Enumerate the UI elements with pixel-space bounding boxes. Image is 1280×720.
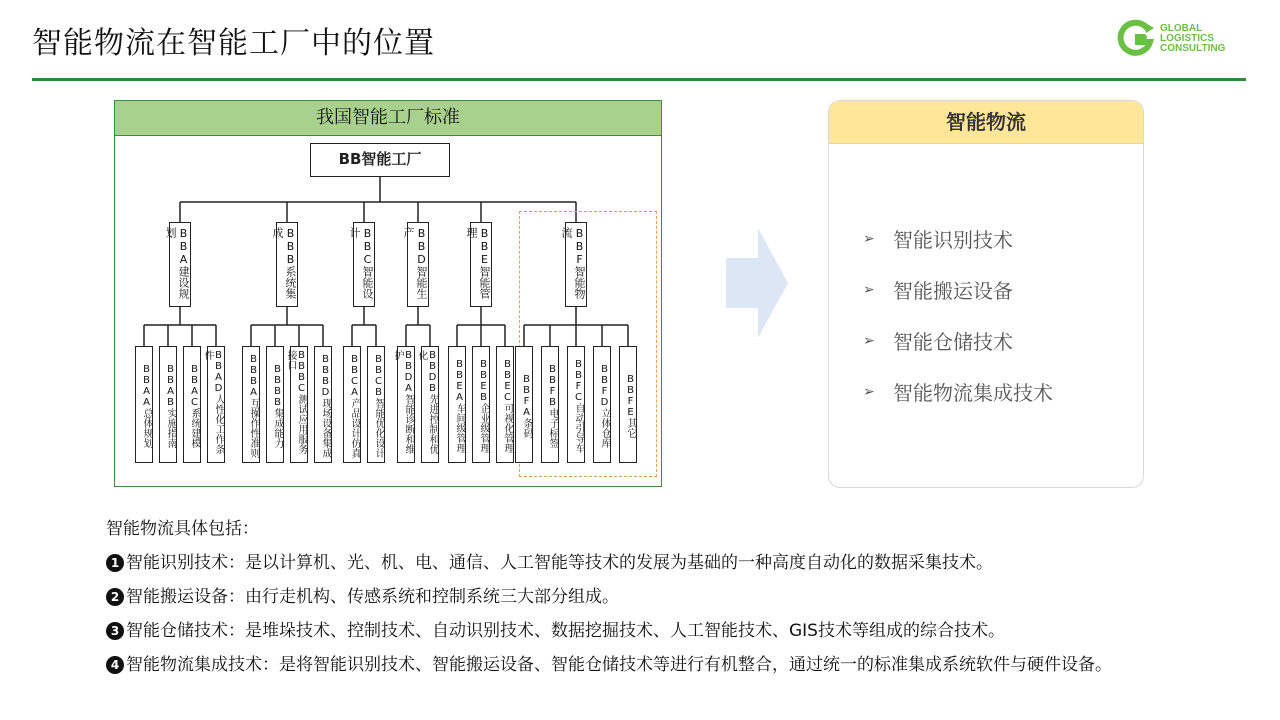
smart-logistics-card [828,100,1144,488]
number-badge: 2 [106,588,124,606]
description-intro: 智能物流具体包括： [106,519,259,539]
branch-node: BBA建设规划 [169,222,191,307]
leaf-node: BBBD现场设备集成 [314,346,332,463]
description-text: 智能仓储技术：是堆垛技术、控制技术、自动识别技术、数据挖掘技术、人工智能技术、GIS技术等组成的综合技术。 [126,621,1005,641]
logo-line: LOGISTICS [1160,33,1214,44]
number-badge: 4 [106,656,124,674]
right-arrow-icon [722,228,792,338]
logo-wordmark [1160,24,1225,54]
slide-title: 智能物流在智能工厂中的位置 [32,26,435,61]
logo-line: GLOBAL [1160,23,1203,34]
leaf-node: BBAD人性化工作条件 [207,346,225,463]
card-item-label: 智能识别技术 [893,228,1013,252]
description-block [106,512,1112,682]
company-logo [1116,18,1246,62]
branch-node: BBC智能设计 [353,222,375,307]
arrow-bullet-icon: ➢ [863,230,875,247]
leaf-node: BBEB企业级管理 [472,346,490,463]
leaf-node: BBBB集成能力 [266,346,284,463]
card-item-label: 智能仓储技术 [893,330,1013,354]
leaf-node: BBAB实施指南 [159,346,177,463]
card-item-label: 智能物流集成技术 [893,381,1053,405]
leaf-node: BBDB先进控制和优化 [421,346,439,463]
leaf-node: BBCA产品设计仿真 [343,346,361,463]
leaf-node: BBFE其它 [619,346,637,463]
number-badge: 1 [106,554,124,572]
card-list-item [863,264,1053,315]
leaf-node: BBCB智能优化设计 [367,346,385,463]
leaf-node: BBAC系统建模 [183,346,201,463]
title-divider [32,78,1246,81]
card-item-label: 智能搬运设备 [893,279,1013,303]
arrow-bullet-icon: ➢ [863,281,875,298]
card-list [863,213,1053,417]
arrow-bullet-icon: ➢ [863,332,875,349]
leaf-node: BBDA智能诊断和维护 [397,346,415,463]
leaf-node: BBFA条码 [515,346,533,463]
description-item [106,546,1112,580]
card-list-item [863,315,1053,366]
leaf-node: BBEA车间级管理 [448,346,466,463]
branch-node: BBB系统集成 [276,222,298,307]
logo-g-icon [1116,18,1156,58]
leaf-node: BBFD立体仓库 [593,346,611,463]
card-list-item [863,213,1053,264]
leaf-node: BBBC测试应用服务接口 [290,346,308,463]
root-node: BB智能工厂 [310,143,450,177]
description-item [106,580,1112,614]
branch-node: BBD智能生产 [407,222,429,307]
description-item [106,648,1112,682]
standard-chart-header: 我国智能工厂标准 [115,101,661,136]
arrow-bullet-icon: ➢ [863,383,875,400]
card-title: 智能物流 [829,101,1143,144]
leaf-node: BBFB电子标签 [541,346,559,463]
leaf-node: BBFC自动引导车 [567,346,585,463]
description-item [106,614,1112,648]
leaf-node: BBEC可视化管理 [496,346,514,463]
leaf-node: BBAA总体规划 [135,346,153,463]
number-badge: 3 [106,622,124,640]
standard-chart-box [114,100,662,487]
description-text: 智能物流集成技术：是将智能识别技术、智能搬运设备、智能仓储技术等进行有机整合，通过统一的标准集成系统软件与硬件设备。 [126,655,1112,675]
description-text: 智能搬运设备：由行走机构、传感系统和控制系统三大部分组成。 [126,587,619,607]
card-list-item [863,366,1053,417]
branch-node: BBF智能物流 [565,222,587,307]
logo-line: CONSULTING [1160,43,1226,54]
description-text: 智能识别技术：是以计算机、光、机、电、通信、人工智能等技术的发展为基础的一种高度自动化的数据采集技术。 [126,553,993,573]
branch-node: BBE智能管理 [470,222,492,307]
leaf-node: BBBA互操作性准则 [242,346,260,463]
